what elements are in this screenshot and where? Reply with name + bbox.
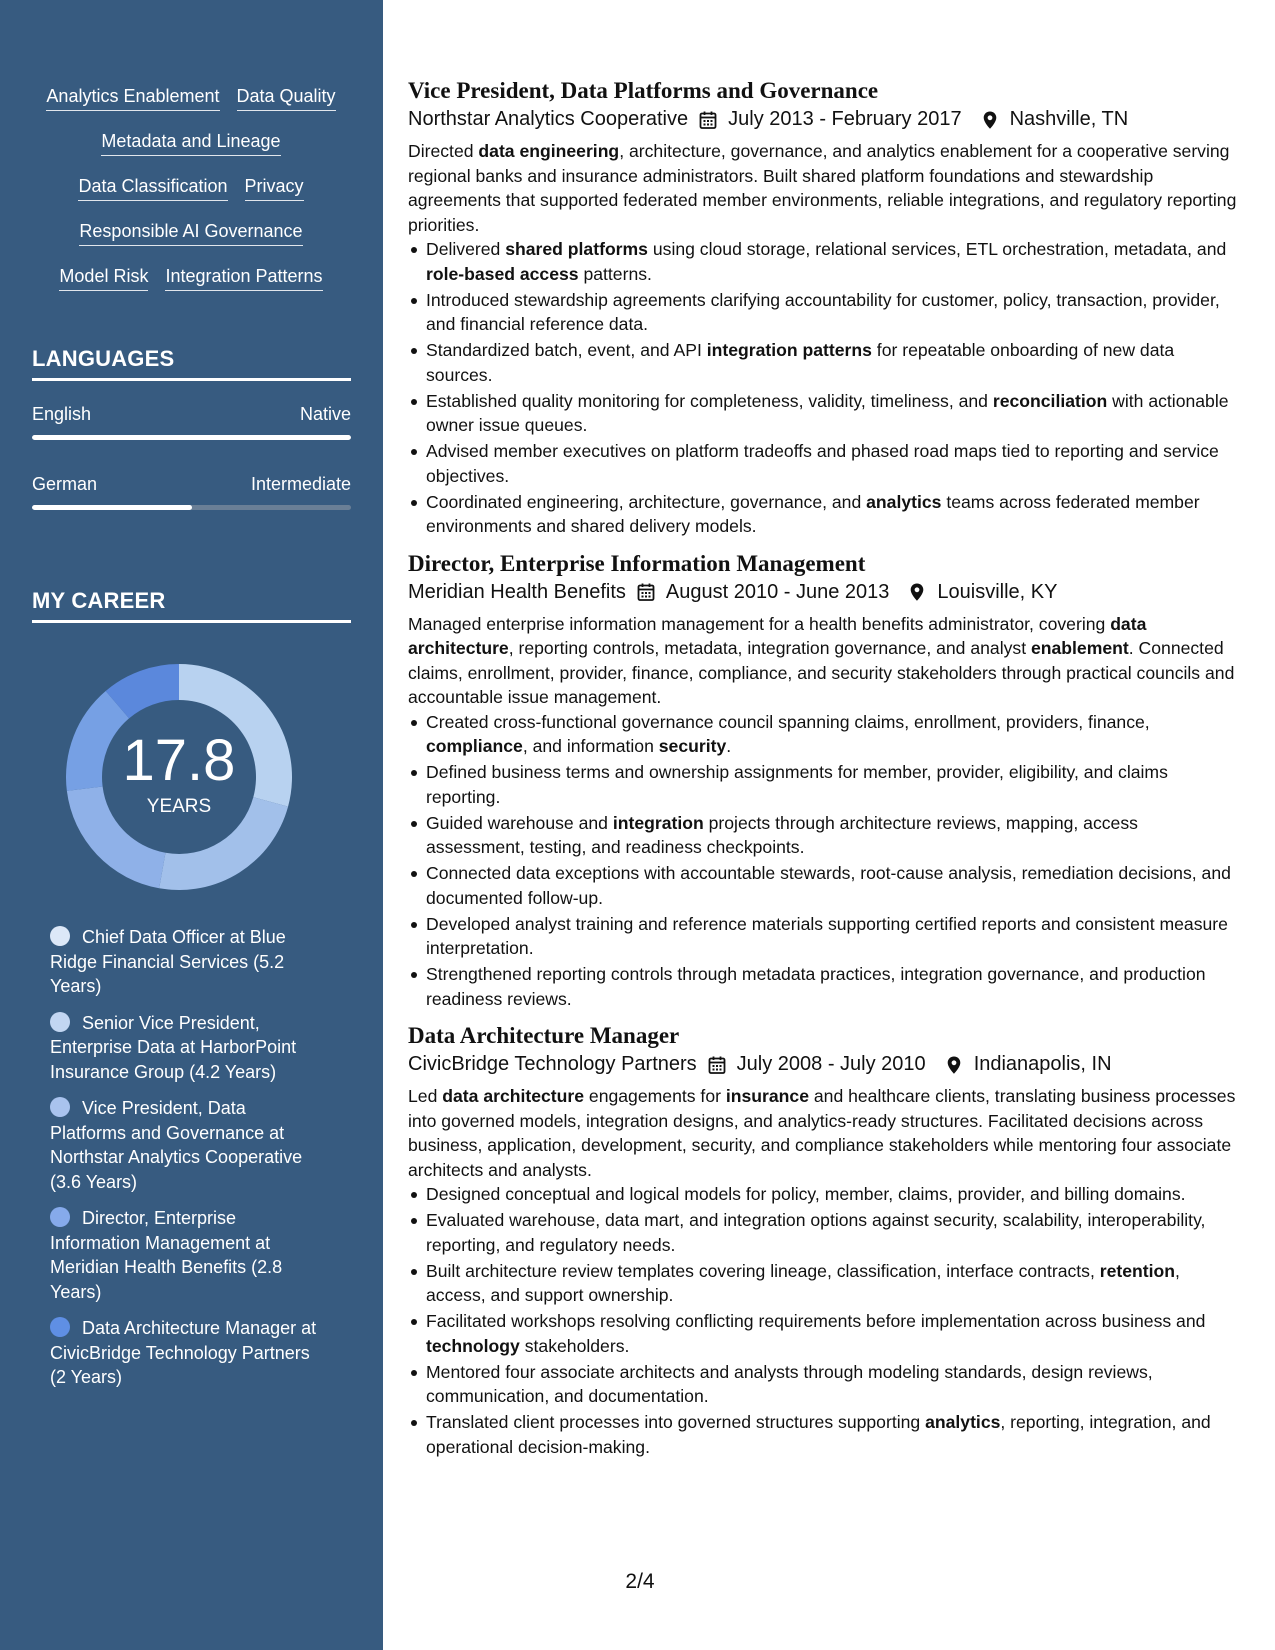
career-legend-item (50, 1011, 320, 1085)
skill-tag: Metadata and Lineage (101, 131, 280, 156)
job-title: Director, Enterprise Information Management (408, 550, 866, 576)
job-company: CivicBridge Technology Partners (408, 1053, 697, 1075)
skill-row (32, 266, 350, 311)
skill-row (32, 86, 350, 131)
career-legend-dot (50, 926, 70, 946)
skill-row (32, 221, 350, 266)
emphasis: data architecture (408, 613, 1147, 658)
career-heading: MY CAREER (32, 588, 351, 623)
languages-heading: LANGUAGES (32, 346, 351, 381)
skill-tag: Integration Patterns (165, 266, 322, 291)
map-pin-icon (907, 582, 927, 602)
job-bullets (408, 237, 1240, 539)
skill-tag: Model Risk (59, 266, 148, 291)
job-title: Vice President, Data Platforms and Governance (408, 78, 879, 103)
job-summary: Directed data engineering, architecture, governance, and analytics enablement for a cooperative serving regional banks and insurance administrators. Built shared platform foundations and stewardship agreements that supported federated member environments, reliable integrations, and regulatory reporting priorities. (408, 141, 1237, 235)
job-bullet: Strengthened reporting controls through metadata practices, integration governance, and production readiness reviews. (426, 962, 1240, 1011)
job-entry (408, 78, 1240, 539)
job-bullet: Guided warehouse and integration projects through architecture reviews, mapping, access assessment, testing, and readiness checkpoints. (426, 811, 1240, 860)
career-legend-dot (50, 1317, 70, 1337)
emphasis: insurance (725, 1086, 809, 1106)
page-number: 2/4 (625, 1570, 655, 1593)
skill-tag: Analytics Enablement (46, 86, 219, 111)
emphasis: retention (1099, 1260, 1176, 1281)
job-bullet: Created cross-functional governance council spanning claims, enrollment, providers, finance, compliance, and information security. (426, 710, 1240, 759)
map-pin-icon (980, 110, 1000, 130)
career-legend-text: Senior Vice President, Enterprise Data at HarborPoint Insurance Group (4.2 Years) (50, 1012, 297, 1082)
job-company: Meridian Health Benefits (408, 580, 626, 603)
language-english (32, 404, 351, 440)
job-meta (408, 1053, 1240, 1076)
career-legend-text: Vice President, Data Platforms and Governance at Northstar Analytics Cooperative (3.6 Years) (50, 1098, 303, 1192)
job-location: Louisville, KY (937, 580, 1058, 603)
job-bullet: Connected data exceptions with accountable stewards, root-cause analysis, remediation decisions, and documented follow-up. (426, 861, 1240, 910)
calendar-icon (636, 582, 656, 602)
job-entry (408, 551, 1240, 1012)
job-bullet: Introduced stewardship agreements clarifying accountability for customer, policy, transaction, provider, and financial reference data. (426, 288, 1240, 337)
language-bar-fill (32, 435, 351, 440)
career-legend-item (50, 1316, 320, 1390)
emphasis: enablement (1030, 638, 1129, 658)
career-legend-item (50, 925, 320, 999)
job-bullets (408, 710, 1240, 1012)
experience-section (408, 78, 1240, 1471)
language-german (32, 474, 351, 510)
emphasis: analytics (925, 1412, 1001, 1432)
job-meta (408, 108, 1240, 131)
job-entry (408, 1023, 1240, 1459)
job-title: Data Architecture Manager (408, 1023, 680, 1048)
language-name: German (32, 474, 98, 494)
career-legend-dot (50, 1097, 70, 1117)
job-bullet: Mentored four associate architects and analysts through modeling standards, design reviews, communication, and documentation. (426, 1360, 1240, 1409)
map-pin-icon (944, 1055, 964, 1075)
language-name: English (32, 404, 92, 424)
career-donut-chart (66, 664, 292, 890)
job-bullet: Advised member executives on platform tradeoffs and phased road maps tied to reporting and service objectives. (426, 439, 1240, 488)
language-bar-fill (32, 505, 192, 510)
job-company: Northstar Analytics Cooperative (408, 108, 689, 130)
career-legend-text: Director, Enterprise Information Management at Meridian Health Benefits (2.8 Years) (50, 1208, 283, 1302)
job-bullet: Facilitated workshops resolving conflicting requirements before implementation across business and technology stakeholders. (426, 1309, 1240, 1358)
emphasis: role-based access (426, 263, 579, 284)
career-legend-item (50, 1096, 320, 1194)
emphasis: shared platforms (505, 239, 648, 259)
job-summary: Led data architecture engagements for insurance and healthcare clients, translating business processes into governed models, integration designs, and analytics-ready structures. Facilitated decisions across business, application, development, security, and compliance stakeholders while mentoring four associate architects and analysts. (408, 1086, 1236, 1180)
skill-row (32, 176, 350, 221)
job-dates: August 2010 - June 2013 (665, 580, 890, 603)
skill-tag: Data Classification (78, 176, 227, 201)
job-bullet: Standardized batch, event, and API integration patterns for repeatable onboarding of new data sources. (426, 338, 1240, 387)
job-bullet: Designed conceptual and logical models for policy, member, claims, provider, and billing domains. (426, 1182, 1240, 1207)
skill-tag: Data Quality (237, 86, 336, 111)
language-level: Native (299, 404, 351, 424)
skill-tag: Responsible AI Governance (79, 221, 302, 246)
sidebar (0, 0, 383, 1650)
job-bullet: Translated client processes into governed structures supporting analytics, reporting, integration, and operational decision-making. (426, 1410, 1240, 1459)
job-bullet: Evaluated warehouse, data mart, and integration options against security, scalability, interoperability, reporting, and regulatory needs. (426, 1208, 1240, 1257)
career-total-years: 17.8 (122, 728, 236, 793)
job-location: Nashville, TN (1009, 108, 1129, 130)
career-legend-text: Chief Data Officer at Blue Ridge Financial Services (5.2 Years) (50, 927, 286, 996)
emphasis: analytics (866, 491, 942, 512)
job-dates: July 2013 - February 2017 (728, 108, 962, 130)
emphasis: integration (612, 812, 704, 833)
emphasis: compliance (426, 736, 523, 756)
career-legend-item (50, 1206, 320, 1304)
job-location: Indianapolis, IN (973, 1053, 1112, 1075)
career-legend-text: Data Architecture Manager at CivicBridge Technology Partners (2 Years) (50, 1318, 317, 1387)
skill-row (32, 131, 350, 176)
job-dates: July 2008 - July 2010 (736, 1053, 926, 1075)
calendar-icon (698, 110, 718, 130)
emphasis: security (658, 736, 727, 756)
career-legend-dot (50, 1207, 70, 1227)
career-legend (50, 925, 320, 1402)
job-bullets (408, 1182, 1240, 1459)
job-bullet: Delivered shared platforms using cloud storage, relational services, ETL orchestration, metadata, and role-based access patterns. (426, 237, 1240, 286)
job-summary: Managed enterprise information management for a health benefits administrator, covering data architecture, reporting controls, metadata, integration governance, and analyst enablement. Connected claims, enrollment, provider, finance, compliance, and security stakeholders through practical councils and accountable issue management. (408, 613, 1235, 707)
job-bullet: Developed analyst training and reference materials supporting certified reports and consistent measure interpretation. (426, 912, 1240, 961)
emphasis: reconciliation (992, 390, 1108, 411)
calendar-icon (707, 1055, 727, 1075)
job-bullet: Established quality monitoring for completeness, validity, timeliness, and reconciliation with actionable owner issue queues. (426, 389, 1240, 438)
job-bullet: Coordinated engineering, architecture, governance, and analytics teams across federated member environments and shared delivery models. (426, 490, 1240, 539)
emphasis: technology (426, 1335, 520, 1356)
emphasis: data architecture (442, 1086, 585, 1106)
language-bar (32, 505, 351, 510)
job-bullet: Built architecture review templates covering lineage, classification, interface contracts, retention, access, and support ownership. (426, 1259, 1240, 1308)
skill-tag: Privacy (245, 176, 304, 201)
skills-list (32, 86, 350, 311)
job-bullet: Defined business terms and ownership assignments for member, provider, eligibility, and claims reporting. (426, 760, 1240, 809)
job-meta (408, 581, 1240, 604)
emphasis: integration patterns (706, 340, 872, 360)
language-bar (32, 435, 351, 440)
language-level: Intermediate (250, 474, 351, 494)
emphasis: data engineering (478, 141, 620, 161)
career-total-unit: YEARS (146, 796, 212, 817)
career-legend-dot (50, 1012, 70, 1032)
